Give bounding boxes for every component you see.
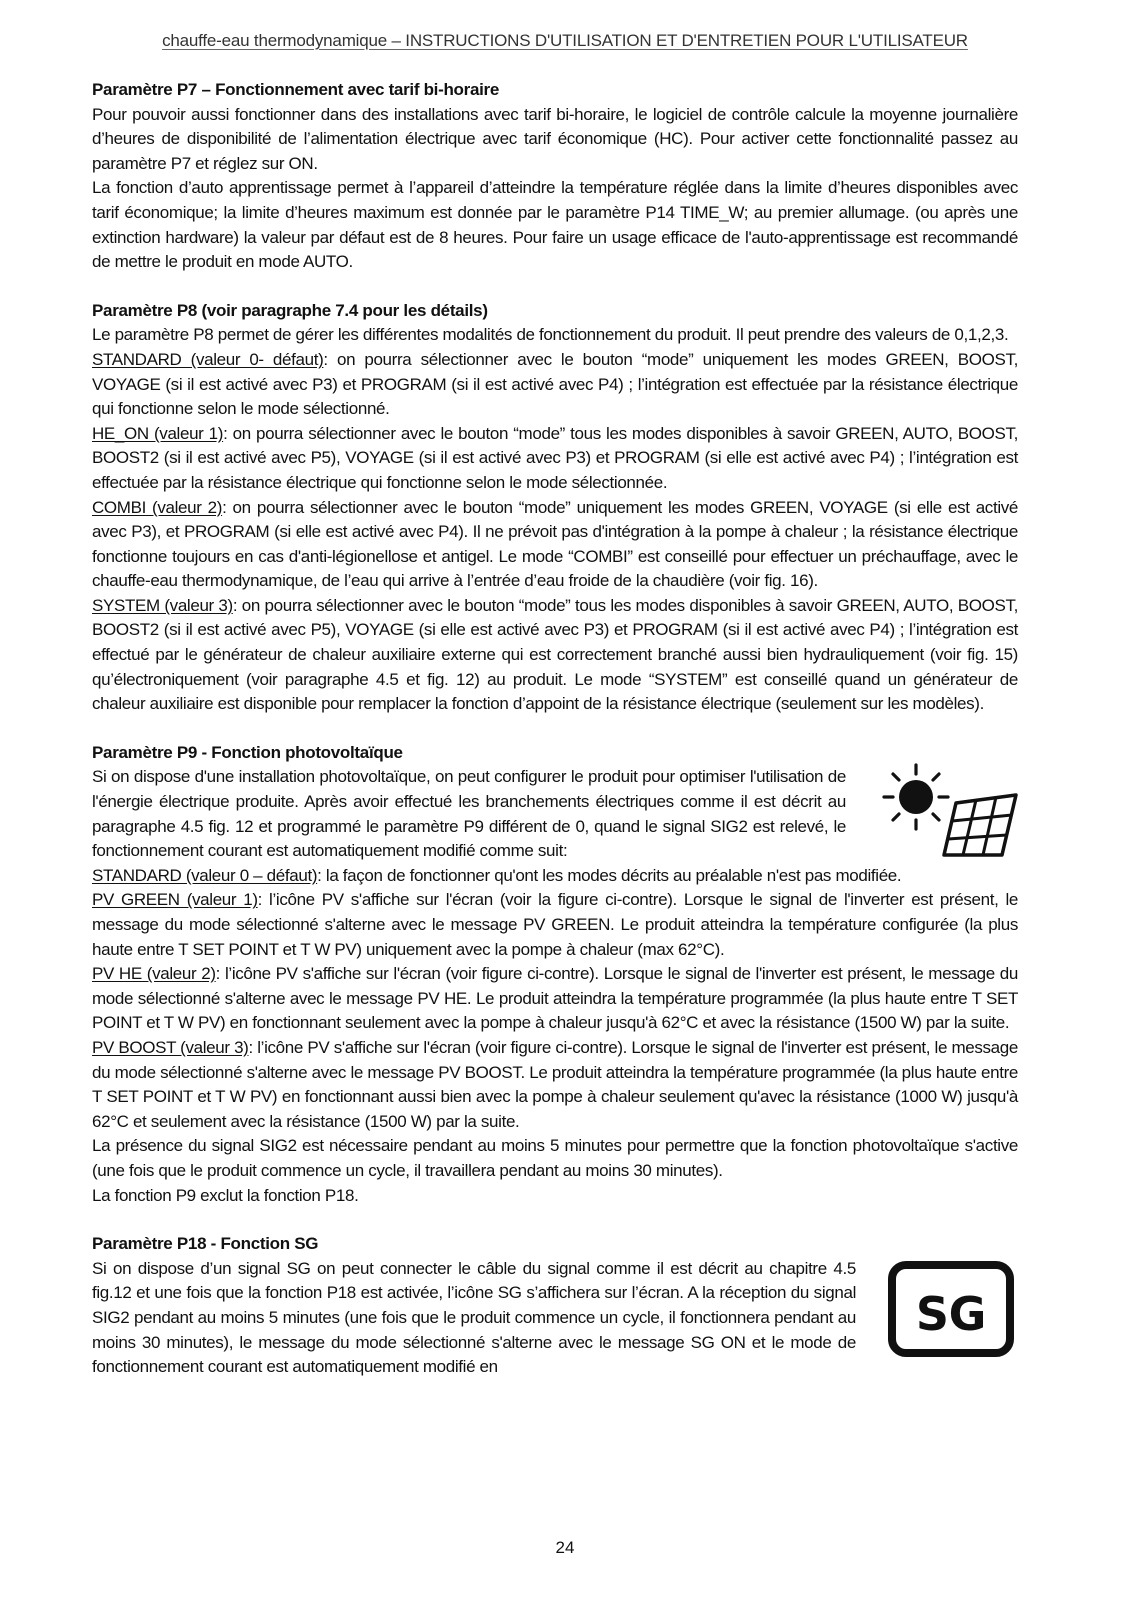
section-p7 [92,78,1018,275]
heading-p8: Paramètre P8 (voir paragraphe 7.4 pour les détails) [92,300,488,320]
page-number: 24 [555,1538,575,1557]
p9-pvhe [92,962,1018,1036]
p9-pvgreen-text: : l’icône PV s'affiche sur l'écran (voir la figure ci-contre). Lorsque le signal de l'inverter est présent, le message du mode sélectionné s'alterne avec le message PV GREEN. Le produit atteindra la température configurée (la plus haute entre T SET POINT et T W PV) uniquement avec la pompe à chaleur (max 62°C). [92,890,1019,959]
p8-heon [92,422,1018,496]
header-title: chauffe-eau thermodynamique – INSTRUCTIONS D'UTILISATION ET D'ENTRETIEN POUR L'UTILISATEUR [162,31,968,50]
spacer [92,1208,1018,1232]
p8-system-text: : on pourra sélectionner avec le bouton “mode” tous les modes disponibles à savoir GREEN, AUTO, BOOST, BOOST2 (si il est activé avec P5), VOYAGE (si elle est activé avec P3) et PROGRAM (si il est activé avec P4) ; l’intégration est effectué par le générateur de chaleur auxiliaire externe qui est correctement branché aussi bien hydrauliquement (voir fig. 15) qu’électroniquement (voir paragraphe 4.5 et fig. 12) au produit. Le mode “SYSTEM” est conseillé quand un générateur de chaleur auxiliaire est disponible pour remplacer la fonction d’appoint de la résistance électrique (seulement sur les modèles). [92,595,1018,714]
p9-standard-text: : la façon de fonctionner qu'ont les modes décrits au préalable n'est pas modifiée. [317,865,902,885]
p9-standard-label: STANDARD (valeur 0 – défaut) [92,865,318,885]
sun-solar-panel-icon [868,759,1018,859]
p8-system [92,594,1018,717]
heading-p7: Paramètre P7 – Fonctionnement avec tarif bi-horaire [92,80,500,99]
p8-heon-text: : on pourra sélectionner avec le bouton “mode” tous les modes disponibles à savoir GREEN, AUTO, BOOST, BOOST2 (si il est activé avec P5), VOYAGE (si il est activé avec P3) et PROGRAM (si elle est activé avec P4) ; l’intégration est effectuée par la résistance électrique qui fonctionne selon le mode sélectionnée. [92,423,1018,492]
p8-intro: Le paramètre P8 permet de gérer les différentes modalités de fonctionnement du produit. Il peut prendre des valeurs de 0,1,2,3. [92,325,1009,345]
p18-with-figure [92,1257,1018,1380]
p8-standard-text: : on pourra sélectionner avec le bouton “mode” uniquement les modes GREEN, BOOST, VOYAGE (si il est activé avec P3) et PROGRAM (si il est activé avec P4) ; l’intégration est effectuée par la résistance électrique qui fonctionne selon le mode sélectionné. [92,349,1018,419]
p8-combi-label: COMBI (valeur 2) [92,497,223,517]
heading-p9: Paramètre P9 - Fonction photovoltaïque [92,742,403,762]
p8-combi [92,496,1018,594]
p9-intro: Si on dispose d'une installation photovoltaïque, on peut configurer le produit pour optimiser l'utilisation de l'énergie électrique produite. Après avoir effectué les branchements électriques comme il est décrit au paragraphe 4.5 fig. 12 et programmé le paramètre P9 différent de 0, quand le signal SIG2 est relevé, le fonctionnement courant est automatiquement modifié comme suit: [92,767,846,861]
p9-sig2: La présence du signal SIG2 est nécessaire pendant au moins 5 minutes pour permettre que la fonction photovoltaïque s'active (une fois que le produit commence un cycle, il travaillera pendant au moins 30 minutes). [92,1136,1018,1180]
p9-pvhe-text: : l’icône PV s'affiche sur l'écran (voir figure ci-contre). Lorsque le signal de l'inverter est présent, le message du mode sélectionné s'alterne avec le message PV HE. Le produit atteindra la température programmée (la plus haute entre T SET POINT et T W PV) en fonctionnant seulement avec la pompe à chaleur jusqu'à 62°C et avec la résistance (1500 W) par la suite. [92,964,1018,1033]
p9-pvgreen [92,888,1018,962]
p8-standard [92,348,1018,422]
p9-pvboost-text: : l’icône PV s'affiche sur l'écran (voir figure ci-contre). Lorsque le signal de l'inverter est présent, le message du mode sélectionné s'alterne avec le message PV BOOST. Le produit atteindra la température programmée (la plus haute entre T SET POINT et T W PV) en fonctionnant aussi bien avec la pompe à chaleur seulement qu'avec la résistance (1000 W) jusqu'à 62°C et seulement avec la résistance (1500 W) par la suite. [92,1037,1018,1131]
section-p18 [92,1232,1018,1380]
section-p9 [92,741,1018,1208]
p7-paragraph-2: La fonction d’auto apprentissage permet à l’appareil d’atteindre la température réglée dans la limite d’heures disponibles avec tarif économique; la limite d’heures maximum est donnée par le paramètre P14 TIME_W; au premier allumage. (ou après une extinction hardware) la valeur par défaut est de 8 heures. Pour faire un usage efficace de l'auto-apprentissage est recommandé de mettre le produit en mode AUTO. [92,178,1018,272]
section-p8 [92,299,1018,717]
p8-standard-label: STANDARD (valeur 0- défaut) [92,349,324,369]
p7-paragraph-1: Pour pouvoir aussi fonctionner dans des installations avec tarif bi-horaire, le logiciel de contrôle calcule la moyenne journalière d’heures de disponibilité de l’alimentation électrique avec tarif économique (HC). Pour activer cette fonctionnalité passez au paramètre P7 et réglez sur ON. [92,104,1018,173]
p9-pvboost [92,1036,1018,1134]
sg-icon [878,1259,1018,1369]
sg-icon-label: SG [915,1286,987,1341]
p9-pvhe-label: PV HE (valeur 2) [92,964,216,984]
heading-p18: Paramètre P18 - Fonction SG [92,1234,319,1254]
p9-pvgreen-label: PV GREEN (valeur 1) [92,890,258,910]
p8-combi-text: : on pourra sélectionner avec le bouton “mode” uniquement les modes GREEN, VOYAGE (si elle est activé avec P3), et PROGRAM (si elle est activé avec P4). Il ne prévoit pas d'intégration à la pompe à chaleur ; la résistance électrique fonctionne toujours en cas d'anti-légionellose et antigel. Le mode “COMBI” est conseillé pour effectuer un préchauffage, avec le chauffe-eau thermodynamique, de l’eau qui arrive à l’entrée d’eau froide de la chaudière (voir fig. 16). [92,497,1019,591]
p18-text: Si on dispose d’un signal SG on peut connecter le câble du signal comme il est décrit au chapitre 4.5 fig.12 et une fois que la fonction P18 est activée, l’icône SG s’affichera sur l’écran. A la réception du signal SIG2 pendant au moins 5 minutes (une fois que le produit commence un cycle, il fonctionnera pendant au moins 30 minutes), le message du mode sélectionné s'alterne avec le message SG ON et le mode de fonctionnement courant est automatiquement modifié en [92,1258,856,1377]
p9-intro-with-figure [92,765,1018,863]
p8-heon-label: HE_ON (valeur 1) [92,423,224,443]
spacer [92,717,1018,741]
spacer [92,275,1018,299]
p9-pvboost-label: PV BOOST (valeur 3) [92,1037,249,1057]
document-body [92,78,1018,1380]
p8-system-label: SYSTEM (valeur 3) [92,595,233,615]
p9-standard [92,864,1018,889]
p9-exclusion: La fonction P9 exclut la fonction P18. [92,1185,359,1205]
page-header [0,31,1130,51]
